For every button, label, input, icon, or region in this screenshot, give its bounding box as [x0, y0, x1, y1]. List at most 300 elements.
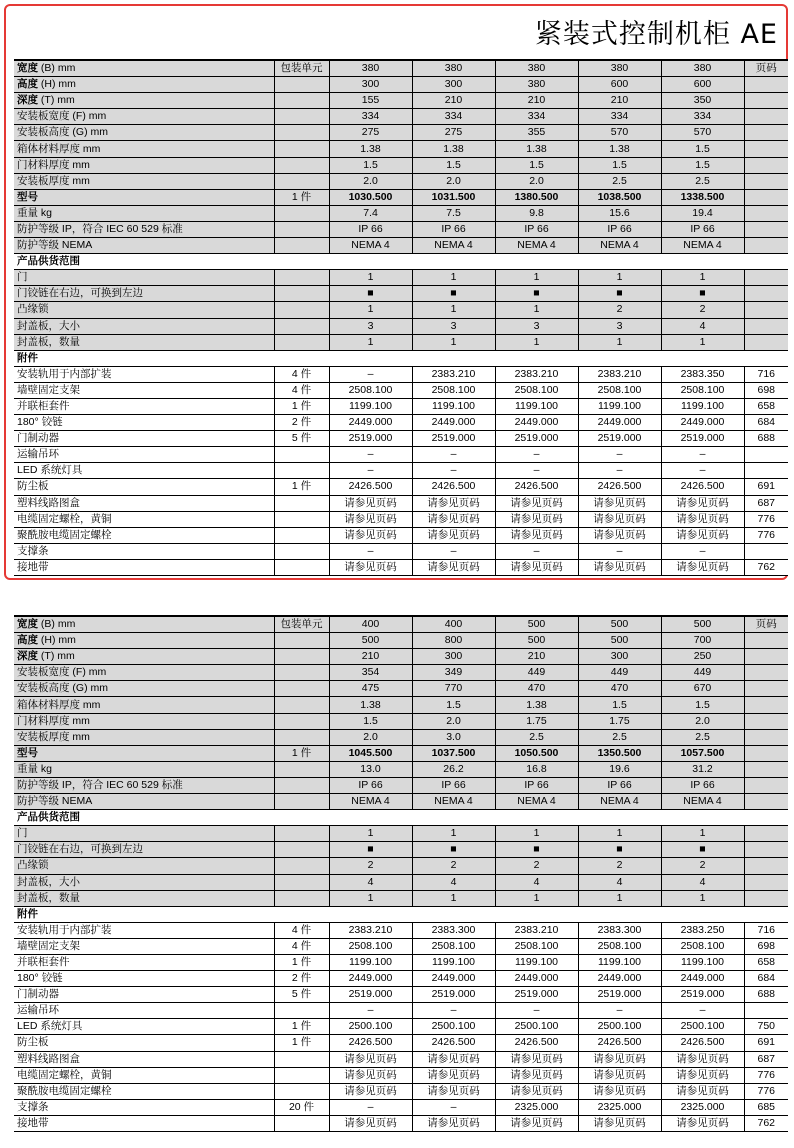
table-row: [14, 1051, 788, 1067]
value-cell: 请参见页码: [329, 1067, 412, 1083]
value-cell: 1199.100: [495, 954, 578, 970]
value-cell: 1.5: [661, 141, 744, 157]
value-cell: 2.0: [412, 173, 495, 189]
value-cell: 请参见页码: [412, 559, 495, 575]
value-cell: 349: [412, 665, 495, 681]
value-cell: 请参见页码: [661, 1115, 744, 1131]
value-cell: –: [495, 463, 578, 479]
row-label: 箱体材料厚度 mm: [14, 141, 274, 157]
package-unit-cell: 4 件: [274, 366, 329, 382]
value-cell: 570: [661, 125, 744, 141]
package-unit-cell: [274, 77, 329, 93]
value-cell: 1199.100: [578, 398, 661, 414]
value-cell: 334: [412, 109, 495, 125]
row-label: 并联柜套件: [14, 398, 274, 414]
row-label: 电缆固定螺栓，黄铜: [14, 1067, 274, 1083]
value-cell: 300: [329, 77, 412, 93]
value-cell: 请参见页码: [495, 1067, 578, 1083]
value-cell: 2.0: [495, 173, 578, 189]
section-title: 附件: [14, 350, 788, 366]
page-ref-cell: [744, 777, 788, 793]
package-unit-cell: [274, 286, 329, 302]
table-row: [14, 157, 788, 173]
value-cell: 400: [412, 616, 495, 633]
page-ref-cell: [744, 1003, 788, 1019]
value-cell: 请参见页码: [578, 495, 661, 511]
value-cell: –: [495, 543, 578, 559]
row-label: 门材料厚度 mm: [14, 157, 274, 173]
value-cell: NEMA 4: [495, 238, 578, 254]
table-row: [14, 697, 788, 713]
package-unit-cell: [274, 681, 329, 697]
value-cell: 3: [495, 318, 578, 334]
value-cell: 355: [495, 125, 578, 141]
value-cell: 2508.100: [495, 382, 578, 398]
package-unit-cell: [274, 511, 329, 527]
section-header-row: [14, 350, 788, 366]
value-cell: 1.38: [495, 141, 578, 157]
value-cell: 26.2: [412, 761, 495, 777]
table-row: [14, 527, 788, 543]
value-cell: NEMA 4: [412, 238, 495, 254]
value-cell: 15.6: [578, 205, 661, 221]
page-ref-cell: [744, 205, 788, 221]
value-cell: 2: [661, 858, 744, 874]
page-ref-cell: [744, 794, 788, 810]
page-ref-cell: [744, 543, 788, 559]
table-row: [14, 665, 788, 681]
value-cell: 2426.500: [578, 479, 661, 495]
table-row: [14, 858, 788, 874]
value-cell: 700: [661, 633, 744, 649]
value-cell: 380: [495, 77, 578, 93]
value-cell: 19.4: [661, 205, 744, 221]
table-row: [14, 447, 788, 463]
value-cell: 1.75: [578, 713, 661, 729]
value-cell: 请参见页码: [495, 495, 578, 511]
page-ref-cell: [744, 649, 788, 665]
row-label: 安装板高度 (G) mm: [14, 125, 274, 141]
table-row: [14, 713, 788, 729]
value-cell: 2426.500: [495, 479, 578, 495]
page-ref-cell: [744, 842, 788, 858]
value-cell: 请参见页码: [329, 1115, 412, 1131]
package-unit-cell: [274, 1083, 329, 1099]
value-cell: 19.6: [578, 761, 661, 777]
value-cell: 1: [661, 334, 744, 350]
value-cell: ■: [495, 842, 578, 858]
value-cell: 4: [578, 874, 661, 890]
value-cell: 500: [578, 633, 661, 649]
package-unit-cell: 1 件: [274, 479, 329, 495]
row-label: 安装轨用于内部扩装: [14, 366, 274, 382]
value-cell: 请参见页码: [412, 1067, 495, 1083]
value-cell: 2383.210: [495, 366, 578, 382]
row-label: 封盖板，数量: [14, 334, 274, 350]
value-cell: ■: [412, 286, 495, 302]
page-ref-cell: [744, 302, 788, 318]
value-cell: 2.5: [661, 729, 744, 745]
package-unit-cell: [274, 1003, 329, 1019]
value-cell: 3: [412, 318, 495, 334]
value-cell: 3: [578, 318, 661, 334]
table-row: [14, 318, 788, 334]
row-label: 聚酰胺电缆固定螺栓: [14, 527, 274, 543]
value-cell: 1: [661, 270, 744, 286]
table-row: [14, 1099, 788, 1115]
spec-table-2: [14, 615, 788, 1132]
page-ref-cell: 691: [744, 1035, 788, 1051]
value-cell: 2: [661, 302, 744, 318]
value-cell: 2449.000: [578, 415, 661, 431]
value-cell: IP 66: [412, 221, 495, 237]
table-row: [14, 431, 788, 447]
value-cell: 2449.000: [578, 971, 661, 987]
package-unit-cell: [274, 109, 329, 125]
value-cell: 1: [329, 890, 412, 906]
value-cell: 2426.500: [329, 1035, 412, 1051]
value-cell: 2519.000: [578, 431, 661, 447]
value-cell: 300: [412, 649, 495, 665]
value-cell: 1: [412, 302, 495, 318]
page-ref-cell: 658: [744, 954, 788, 970]
value-cell: –: [578, 463, 661, 479]
table-row: [14, 922, 788, 938]
value-cell: 1199.100: [329, 398, 412, 414]
value-cell: 1199.100: [412, 398, 495, 414]
row-label: 防护等级 IP，符合 IEC 60 529 标准: [14, 777, 274, 793]
page-ref-cell: 684: [744, 971, 788, 987]
value-cell: 13.0: [329, 761, 412, 777]
value-cell: 3: [329, 318, 412, 334]
page-ref-cell: 658: [744, 398, 788, 414]
value-cell: 500: [495, 633, 578, 649]
table-row: [14, 1115, 788, 1131]
value-cell: 2426.500: [578, 1035, 661, 1051]
value-cell: –: [329, 543, 412, 559]
value-cell: 2: [578, 302, 661, 318]
table-row: [14, 890, 788, 906]
value-cell: 1.5: [661, 157, 744, 173]
value-cell: 请参见页码: [661, 1083, 744, 1099]
value-cell: NEMA 4: [329, 794, 412, 810]
package-unit-cell: 20 件: [274, 1099, 329, 1115]
value-cell: 2426.500: [412, 479, 495, 495]
row-label: 安装板宽度 (F) mm: [14, 665, 274, 681]
value-cell: 1: [495, 890, 578, 906]
package-unit-cell: [274, 713, 329, 729]
row-label: 重量 kg: [14, 205, 274, 221]
value-cell: 请参见页码: [495, 511, 578, 527]
row-label: 安装轨用于内部扩装: [14, 922, 274, 938]
page-ref-cell: [744, 157, 788, 173]
value-cell: 2449.000: [495, 971, 578, 987]
page-ref-cell: 776: [744, 511, 788, 527]
table-row: [14, 270, 788, 286]
value-cell: 请参见页码: [329, 495, 412, 511]
page-ref-cell: [744, 447, 788, 463]
page-ref-cell: 688: [744, 987, 788, 1003]
row-label: 高度 (H) mm: [14, 633, 274, 649]
package-unit-cell: [274, 141, 329, 157]
value-cell: 350: [661, 93, 744, 109]
table-row: [14, 463, 788, 479]
row-label: 运输吊环: [14, 447, 274, 463]
value-cell: ■: [578, 842, 661, 858]
table-row: [14, 286, 788, 302]
package-unit-cell: [274, 858, 329, 874]
package-unit-cell: 5 件: [274, 431, 329, 447]
value-cell: 2508.100: [412, 382, 495, 398]
value-cell: 2.5: [495, 729, 578, 745]
value-cell: IP 66: [578, 221, 661, 237]
value-cell: –: [329, 463, 412, 479]
value-cell: 2500.100: [329, 1019, 412, 1035]
value-cell: 2500.100: [495, 1019, 578, 1035]
value-cell: 2325.000: [495, 1099, 578, 1115]
section-header-row: [14, 810, 788, 826]
table-row: [14, 729, 788, 745]
section-title: 产品供货范围: [14, 254, 788, 270]
value-cell: 1: [661, 890, 744, 906]
value-cell: 1: [329, 302, 412, 318]
value-cell: ■: [661, 286, 744, 302]
value-cell: 2519.000: [412, 987, 495, 1003]
value-cell: 请参见页码: [495, 559, 578, 575]
value-cell: ■: [412, 842, 495, 858]
package-unit-cell: 1 件: [274, 189, 329, 205]
page-ref-cell: [744, 189, 788, 205]
page-ref-cell: 691: [744, 479, 788, 495]
value-cell: NEMA 4: [412, 794, 495, 810]
value-cell: NEMA 4: [661, 794, 744, 810]
table-row: [14, 125, 788, 141]
value-cell: NEMA 4: [578, 794, 661, 810]
value-cell: ■: [329, 286, 412, 302]
page-ref-cell: [744, 890, 788, 906]
value-cell: 2508.100: [661, 382, 744, 398]
value-cell: –: [329, 366, 412, 382]
page-ref-cell: 776: [744, 1067, 788, 1083]
value-cell: 1.38: [412, 141, 495, 157]
row-label: 封盖板，数量: [14, 890, 274, 906]
section-header-row: [14, 254, 788, 270]
table-row: [14, 1035, 788, 1051]
package-unit-cell: [274, 761, 329, 777]
row-label: 重量 kg: [14, 761, 274, 777]
value-cell: 1: [578, 270, 661, 286]
value-cell: 2449.000: [329, 415, 412, 431]
value-cell: –: [412, 1003, 495, 1019]
value-cell: 2: [329, 858, 412, 874]
value-cell: 2508.100: [495, 938, 578, 954]
value-cell: 1030.500: [329, 189, 412, 205]
value-cell: 470: [495, 681, 578, 697]
table-row: [14, 616, 788, 633]
value-cell: 2519.000: [495, 987, 578, 1003]
value-cell: 470: [578, 681, 661, 697]
value-cell: 380: [661, 60, 744, 77]
page-ref-cell: 页码: [744, 616, 788, 633]
value-cell: 7.4: [329, 205, 412, 221]
value-cell: 155: [329, 93, 412, 109]
package-unit-cell: 1 件: [274, 398, 329, 414]
value-cell: –: [661, 447, 744, 463]
value-cell: 2.5: [661, 173, 744, 189]
value-cell: 2.0: [661, 713, 744, 729]
value-cell: 300: [578, 649, 661, 665]
value-cell: 16.8: [495, 761, 578, 777]
value-cell: ■: [495, 286, 578, 302]
table-row: [14, 777, 788, 793]
value-cell: 1: [412, 826, 495, 842]
value-cell: 1: [578, 890, 661, 906]
value-cell: 9.8: [495, 205, 578, 221]
package-unit-cell: [274, 826, 329, 842]
value-cell: 请参见页码: [329, 1083, 412, 1099]
page-ref-cell: 688: [744, 431, 788, 447]
value-cell: 1: [412, 334, 495, 350]
value-cell: 500: [661, 616, 744, 633]
value-cell: 2449.000: [661, 971, 744, 987]
value-cell: 380: [495, 60, 578, 77]
value-cell: 600: [578, 77, 661, 93]
page-ref-cell: 762: [744, 1115, 788, 1131]
package-unit-cell: [274, 173, 329, 189]
value-cell: 1.38: [329, 141, 412, 157]
table-row: [14, 681, 788, 697]
value-cell: 449: [495, 665, 578, 681]
package-unit-cell: [274, 1051, 329, 1067]
value-cell: 2519.000: [412, 431, 495, 447]
value-cell: ■: [578, 286, 661, 302]
value-cell: 500: [329, 633, 412, 649]
value-cell: 2.5: [578, 729, 661, 745]
row-label: 深度 (T) mm: [14, 649, 274, 665]
value-cell: 2426.500: [661, 479, 744, 495]
row-label: 防尘板: [14, 1035, 274, 1051]
value-cell: 1: [578, 826, 661, 842]
value-cell: 4: [329, 874, 412, 890]
page-ref-cell: [744, 141, 788, 157]
page-ref-cell: 页码: [744, 60, 788, 77]
table-row: [14, 205, 788, 221]
value-cell: 1: [661, 826, 744, 842]
package-unit-cell: 4 件: [274, 922, 329, 938]
value-cell: 2.0: [329, 729, 412, 745]
value-cell: 1.5: [495, 157, 578, 173]
value-cell: 334: [495, 109, 578, 125]
table-row: [14, 761, 788, 777]
value-cell: 1.38: [578, 141, 661, 157]
package-unit-cell: 1 件: [274, 1035, 329, 1051]
value-cell: –: [578, 543, 661, 559]
value-cell: 500: [578, 616, 661, 633]
table-row: [14, 302, 788, 318]
row-label: 型号: [14, 745, 274, 761]
value-cell: 2383.210: [495, 922, 578, 938]
row-label: 聚酰胺电缆固定螺栓: [14, 1083, 274, 1099]
value-cell: 2426.500: [329, 479, 412, 495]
row-label: 安装板宽度 (F) mm: [14, 109, 274, 125]
value-cell: 1.5: [412, 697, 495, 713]
row-label: 防尘板: [14, 479, 274, 495]
value-cell: 1.5: [329, 157, 412, 173]
value-cell: 2508.100: [412, 938, 495, 954]
package-unit-cell: [274, 270, 329, 286]
value-cell: 2519.000: [329, 431, 412, 447]
package-unit-cell: [274, 221, 329, 237]
value-cell: 1.5: [412, 157, 495, 173]
value-cell: 1199.100: [412, 954, 495, 970]
value-cell: 请参见页码: [495, 1083, 578, 1099]
row-label: 封盖板，大小: [14, 318, 274, 334]
value-cell: 1.38: [495, 697, 578, 713]
value-cell: 2383.350: [661, 366, 744, 382]
value-cell: 1.38: [329, 697, 412, 713]
value-cell: 1: [412, 890, 495, 906]
value-cell: 1: [412, 270, 495, 286]
value-cell: 2519.000: [661, 987, 744, 1003]
value-cell: 210: [578, 93, 661, 109]
package-unit-cell: [274, 1115, 329, 1131]
package-unit-cell: 5 件: [274, 987, 329, 1003]
value-cell: 4: [495, 874, 578, 890]
package-unit-cell: [274, 238, 329, 254]
value-cell: 请参见页码: [495, 527, 578, 543]
value-cell: 210: [329, 649, 412, 665]
value-cell: 1199.100: [578, 954, 661, 970]
value-cell: 1037.500: [412, 745, 495, 761]
row-label: 门制动器: [14, 431, 274, 447]
value-cell: 请参见页码: [661, 1067, 744, 1083]
page-ref-cell: [744, 334, 788, 350]
value-cell: –: [578, 1003, 661, 1019]
row-label: 防护等级 NEMA: [14, 238, 274, 254]
row-label: 凸缘锁: [14, 302, 274, 318]
table-row: [14, 60, 788, 77]
value-cell: 1.5: [578, 157, 661, 173]
row-label: 防护等级 NEMA: [14, 794, 274, 810]
table-row: [14, 954, 788, 970]
value-cell: 2449.000: [329, 971, 412, 987]
value-cell: –: [495, 1003, 578, 1019]
table-row: [14, 382, 788, 398]
package-unit-cell: [274, 794, 329, 810]
value-cell: IP 66: [661, 221, 744, 237]
value-cell: 请参见页码: [661, 1051, 744, 1067]
row-label: 支撑条: [14, 543, 274, 559]
page-ref-cell: [744, 729, 788, 745]
package-unit-cell: 1 件: [274, 954, 329, 970]
package-unit-cell: [274, 125, 329, 141]
package-unit-cell: [274, 93, 329, 109]
value-cell: NEMA 4: [578, 238, 661, 254]
row-label: 门: [14, 270, 274, 286]
value-cell: 380: [412, 60, 495, 77]
value-cell: IP 66: [578, 777, 661, 793]
value-cell: 请参见页码: [578, 1067, 661, 1083]
value-cell: 380: [578, 60, 661, 77]
table-row: [14, 1083, 788, 1099]
row-label: LED 系统灯具: [14, 1019, 274, 1035]
value-cell: 2325.000: [661, 1099, 744, 1115]
value-cell: 2508.100: [329, 938, 412, 954]
value-cell: 2500.100: [578, 1019, 661, 1035]
page-ref-cell: 698: [744, 382, 788, 398]
package-unit-cell: [274, 697, 329, 713]
package-unit-cell: 4 件: [274, 938, 329, 954]
